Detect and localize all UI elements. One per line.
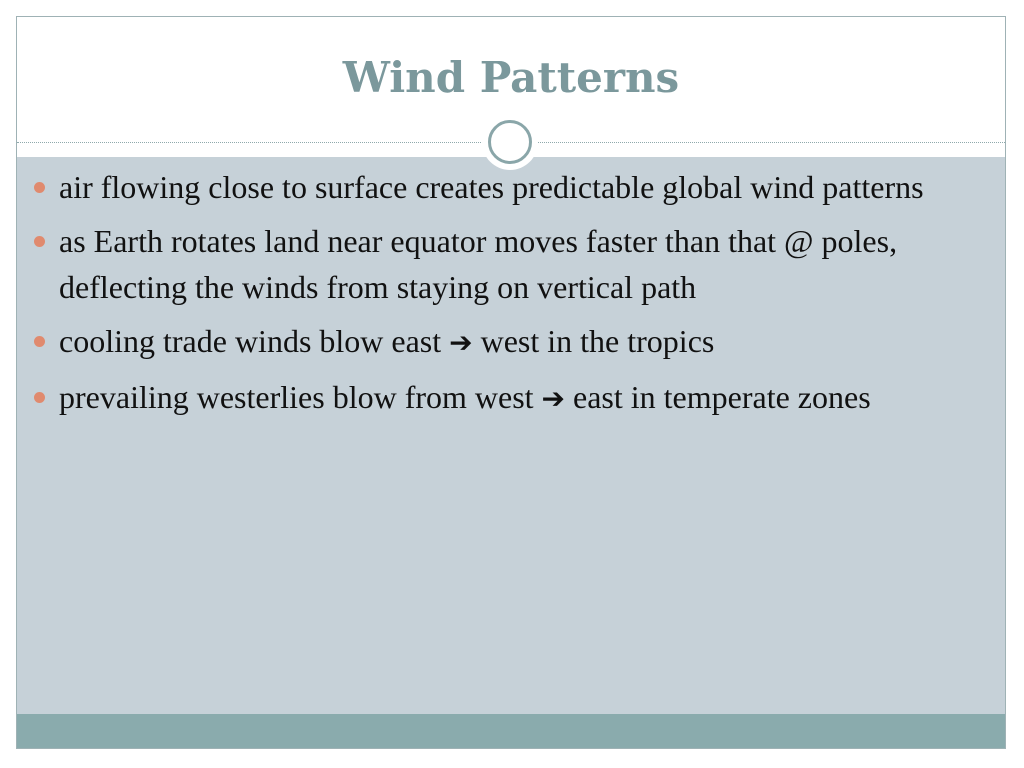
bullet-text: air flowing close to surface creates predictable global wind patterns [59,169,924,205]
bullet-dot-icon [34,336,45,347]
slide-title: Wind Patterns [342,53,680,102]
bullet-dot-icon [34,392,45,403]
bullet-item [30,164,960,210]
bullet-item [30,218,960,310]
bullet-text-after: east in temperate zones [565,379,871,415]
bullet-text: as Earth rotates land near equator moves faster than that @ poles, deflecting the winds from staying on vertical path [59,223,898,305]
bullet-list [30,164,960,430]
right-arrow-icon: ➔ [541,382,566,415]
bullet-dot-icon [34,236,45,247]
circle-ornament-icon [482,114,538,170]
right-arrow-icon: ➔ [449,326,473,359]
bullet-text-after: west in the tropics [472,323,715,359]
bullet-text-before: cooling trade winds blow east [59,323,450,359]
bullet-text-before: prevailing westerlies blow from west [59,379,542,415]
ornament-ring [488,120,532,164]
bullet-item [30,318,960,366]
footer-bar [17,714,1005,748]
bullet-dot-icon [34,182,45,193]
bullet-item [30,374,960,422]
